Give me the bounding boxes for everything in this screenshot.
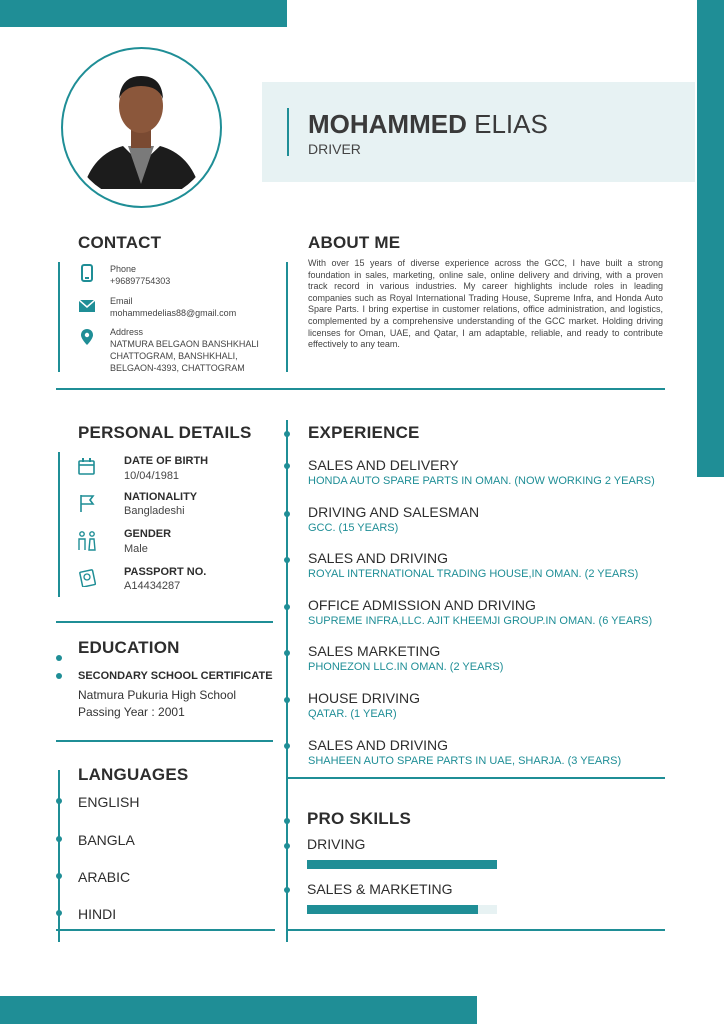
experience-item: [308, 737, 621, 767]
languages-heading: LANGUAGES: [78, 765, 189, 784]
skills-bullet: [284, 843, 290, 849]
experience-title: SALES MARKETING: [308, 643, 441, 659]
skill-bar-track: [307, 860, 497, 869]
experience-title: DRIVING AND SALESMAN: [308, 504, 480, 520]
nationality-label: NATIONALITY: [124, 491, 198, 503]
about-heading: ABOUT ME: [308, 233, 401, 252]
person-photo-icon: [68, 54, 215, 201]
email-label: Email: [110, 296, 133, 306]
last-name: ELIAS: [474, 109, 548, 139]
gender-label: GENDER: [124, 528, 172, 540]
experience-bullet: [284, 604, 290, 610]
skill-bar-fill: [307, 860, 497, 869]
gender-value: Male: [124, 543, 148, 555]
experience-item: [308, 643, 503, 673]
language-item: ARABIC: [78, 869, 131, 885]
experience-item: [308, 457, 655, 487]
skills-heading: PRO SKILLS: [307, 809, 412, 828]
location-pin-icon: [81, 329, 93, 345]
job-role: DRIVER: [308, 141, 361, 157]
education-bullet-1: [56, 655, 62, 661]
language-item: HINDI: [78, 906, 117, 922]
skill-bar-fill: [307, 905, 478, 914]
personal-divider: [56, 621, 273, 623]
personal-left-line: [58, 452, 60, 597]
personal-heading: PERSONAL DETAILS: [78, 423, 252, 442]
experience-heading: EXPERIENCE: [308, 423, 420, 442]
language-bullet-3: [56, 873, 62, 879]
experience-bullet: [284, 697, 290, 703]
experience-title: SALES AND DRIVING: [308, 737, 449, 753]
calendar-icon: [78, 458, 95, 475]
nationality-value: Bangladeshi: [124, 505, 185, 517]
experience-bullet: [284, 463, 290, 469]
experience-bullet: [284, 650, 290, 656]
experience-title: SALES AND DELIVERY: [308, 457, 459, 473]
address-line-1: NATMURA BELGAON BANSHKHALI: [110, 339, 259, 349]
experience-company: SHAHEEN AUTO SPARE PARTS IN UAE, SHARJA. (3 YEARS): [308, 755, 622, 767]
experience-title: HOUSE DRIVING: [308, 690, 421, 706]
skill-name: SALES & MARKETING: [307, 881, 453, 897]
skills-bottom-line: [288, 929, 665, 931]
first-name: MOHAMMED: [308, 109, 467, 139]
email-icon: [79, 300, 95, 312]
experience-company: QATAR. (1 YEAR): [308, 708, 397, 720]
experience-item: [308, 690, 420, 720]
right-accent-bar: [697, 0, 724, 477]
experience-company: HONDA AUTO SPARE PARTS IN OMAN. (NOW WORKING 2 YEARS): [308, 475, 655, 487]
experience-bullet: [284, 511, 290, 517]
contact-right-line: [286, 262, 288, 372]
experience-company: GCC. (15 YEARS): [308, 522, 399, 534]
skill-bar-track: [307, 905, 497, 914]
language-bullet-1: [56, 798, 62, 804]
passport-icon: [78, 569, 96, 587]
passport-label: PASSPORT NO.: [124, 566, 207, 578]
address-line-3: BELGAON-4393, CHATTOGRAM: [110, 363, 245, 373]
experience-company: SUPREME INFRA,LLC. AJIT KHEEMJI GROUP.IN OMAN. (6 YEARS): [308, 615, 653, 627]
education-year: Passing Year : 2001: [78, 705, 185, 719]
profile-photo: [61, 47, 222, 208]
experience-title: OFFICE ADMISSION AND DRIVING: [308, 597, 536, 613]
skill-name: DRIVING: [307, 836, 366, 852]
header-divider: [287, 108, 289, 156]
name-header-box: [262, 82, 695, 182]
experience-divider: [288, 777, 665, 779]
experience-company: PHONEZON LLC.IN OMAN. (2 YEARS): [308, 661, 504, 673]
experience-item: [308, 597, 652, 627]
experience-item: [308, 550, 638, 580]
education-heading: EDUCATION: [78, 638, 180, 657]
experience-company: ROYAL INTERNATIONAL TRADING HOUSE,IN OMAN. (2 YEARS): [308, 568, 639, 580]
passport-value: A14434287: [124, 580, 181, 592]
contact-left-line: [58, 262, 60, 372]
dob-value: 10/04/1981: [124, 470, 180, 482]
bottom-accent-bar: [0, 996, 477, 1024]
email-value: mohammedelias88@gmail.com: [110, 308, 237, 318]
full-name: [308, 109, 548, 140]
experience-title: SALES AND DRIVING: [308, 550, 449, 566]
address-line-2: CHATTOGRAM, BANSHKHALI,: [110, 351, 238, 361]
education-divider: [56, 740, 273, 742]
skills-bullet: [284, 818, 290, 824]
language-item: BANGLA: [78, 832, 135, 848]
phone-value: +96897754303: [110, 276, 171, 286]
experience-item: [308, 504, 479, 534]
address-label: Address: [110, 327, 144, 337]
experience-bullet: [284, 743, 290, 749]
top-left-accent-bar: [0, 0, 287, 27]
language-bullet-2: [56, 836, 62, 842]
education-school: Natmura Pukuria High School: [78, 688, 237, 702]
education-degree: SECONDARY SCHOOL CERTIFICATE: [78, 670, 273, 682]
flag-icon: [79, 494, 95, 512]
experience-bullet: [284, 431, 290, 437]
languages-bottom-line: [56, 929, 275, 931]
language-bullet-4: [56, 910, 62, 916]
dob-label: DATE OF BIRTH: [124, 455, 209, 467]
contact-heading: CONTACT: [78, 233, 162, 252]
skills-bullet: [284, 887, 290, 893]
language-item: ENGLISH: [78, 794, 140, 810]
languages-left-line: [58, 770, 60, 942]
experience-bullet: [284, 557, 290, 563]
gender-icon: [77, 531, 97, 551]
phone-icon: [80, 264, 94, 282]
section-divider-top: [56, 388, 665, 390]
phone-label: Phone: [110, 264, 137, 274]
education-bullet-2: [56, 673, 62, 679]
center-timeline-line: [286, 420, 288, 942]
about-text: With over 15 years of diverse experience across the GCC, I have built a strong foundation in sales, marketing, online sale, online delivery and driving, with a proven track record in various industries. My career highlights include roles in leading companies such as Royal International Trading House, Supreme Infra, and Honda Auto Spare Parts. I bring expertise in customer relations, office administration, and logistics, complemented by a comprehensive understanding of the GCC market. Holding driving licenses for Oman, UAE, and Qatar, I am adaptable, reliable, and ready to contribute effectively to any team.: [308, 258, 663, 350]
